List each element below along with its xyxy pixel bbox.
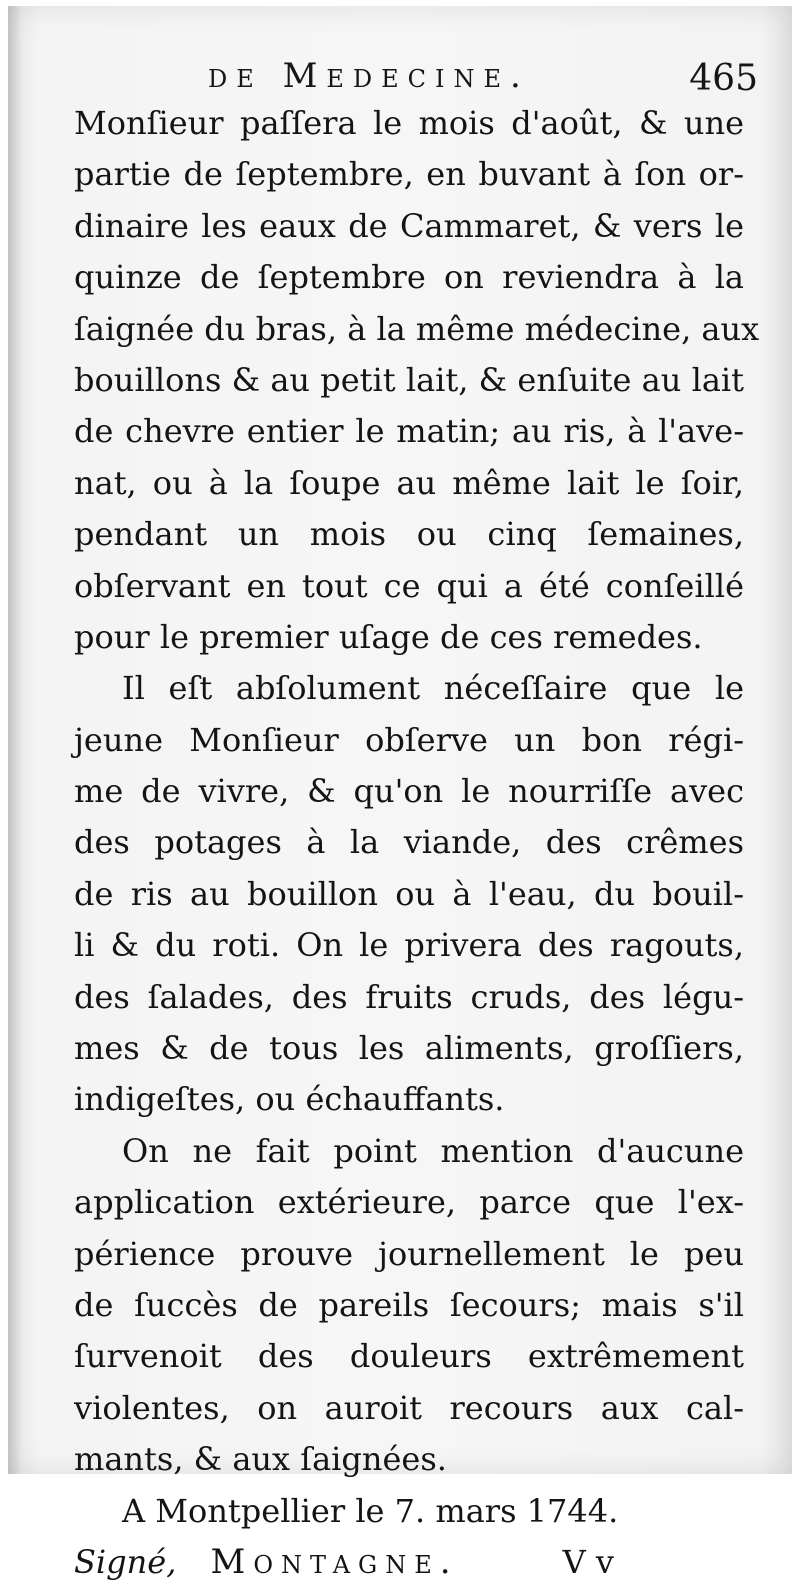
text-line: partie de ſeptembre, en buvant à ſon or- (74, 155, 744, 194)
signature-line (74, 1537, 744, 1588)
catchword: V v (562, 1542, 614, 1581)
signer-name: Montagne. (210, 1541, 459, 1582)
page-gutter-shadow (8, 6, 22, 1474)
text-line: dinaire les eaux de Cammaret, & vers le (74, 206, 744, 245)
book-page (8, 6, 792, 1582)
signed-label: Signé, (74, 1542, 177, 1581)
text-line: quinze de ſeptembre on reviendra à la (74, 258, 744, 297)
text-line: me de vivre, & qu'on le nourriſſe avec (74, 772, 744, 811)
running-head (68, 46, 758, 106)
text-line: Il eſt abſolument néceſſaire que le (122, 669, 744, 708)
body-text (74, 98, 760, 1588)
text-line: indigeſtes, ou échauffants. (74, 1080, 505, 1119)
paragraph-3 (74, 1126, 744, 1486)
text-line: application extérieure, parce que l'ex- (74, 1183, 744, 1222)
text-line: de chevre entier le matin; au ris, à l'ave- (74, 412, 744, 451)
text-line: des ſalades, des fruits cruds, des légu- (74, 977, 744, 1016)
text-line: Monſieur paſſera le mois d'août, & une (74, 104, 744, 142)
text-line: de ris au bouillon ou à l'eau, du bouil- (74, 874, 744, 913)
page-number: 465 (689, 58, 758, 99)
text-line: obſervant en tout ce qui a été conſeillé (74, 566, 744, 605)
text-line: On ne fait point mention d'aucune (122, 1131, 744, 1170)
text-line: li & du roti. On le privera des ragouts, (74, 926, 744, 965)
text-line: jeune Monſieur obſerve un bon régi- (74, 720, 744, 759)
closing (74, 1486, 744, 1588)
paragraph-2 (74, 663, 744, 1126)
text-line: mants, & aux ſaignées. (74, 1440, 447, 1479)
text-line: pour le premier uſage de ces remedes. (74, 617, 703, 656)
running-head-title: de Medecine. (208, 56, 530, 96)
text-line: de ſuccès de pareils ſecours; mais s'il (74, 1285, 744, 1324)
text-line: des potages à la viande, des crêmes (74, 823, 744, 862)
place-date-line: A Montpellier le 7. mars 1744. (122, 1491, 619, 1530)
text-line: pendant un mois ou cinq ſemaines, (74, 515, 744, 554)
text-line: nat, ou à la ſoupe au même lait le ſoir, (74, 463, 744, 502)
paragraph-1 (74, 98, 760, 663)
text-line: mes & de tous les aliments, groſſiers, (74, 1029, 744, 1068)
text-line: périence prouve journellement le peu (74, 1234, 744, 1273)
text-line: ſaignée du bras, à la même médecine, aux (74, 309, 760, 348)
text-line: bouillons & au petit lait, & enſuite au lait (74, 360, 744, 399)
text-line: ſurvenoit des douleurs extrêmement (74, 1337, 744, 1376)
text-line: violentes, on auroit recours aux cal- (74, 1388, 744, 1427)
